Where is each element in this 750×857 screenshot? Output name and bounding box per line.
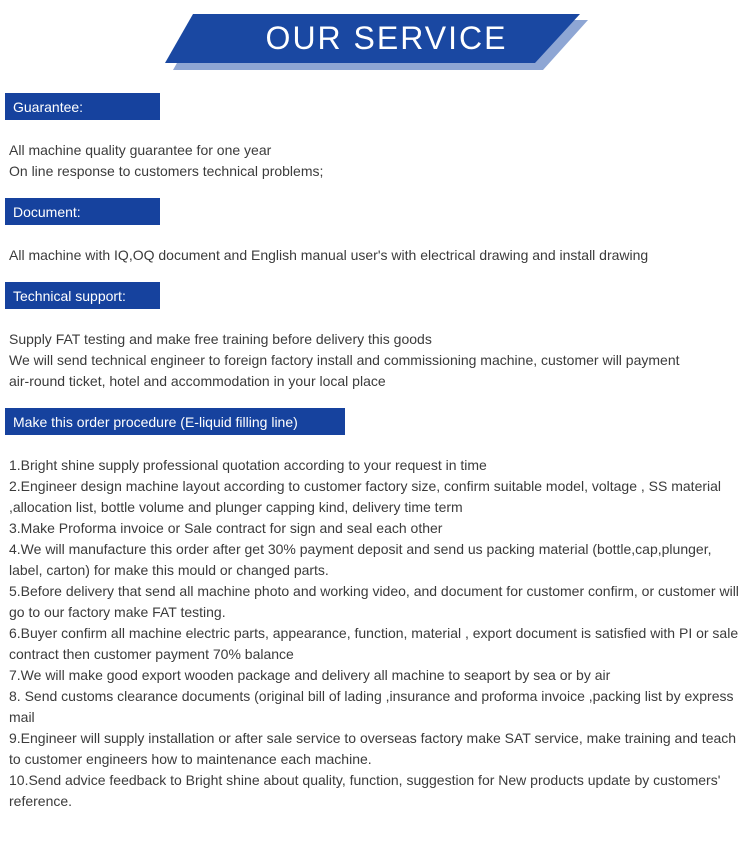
text-line: 1.Bright shine supply professional quotation according to your request in time — [9, 457, 487, 473]
text-line: 2.Engineer design machine layout according to customer factory size, confirm suitable model, voltage , SS material — [9, 478, 722, 494]
text-line: go to our factory make FAT testing. — [9, 604, 226, 620]
text-line: All machine quality guarantee for one year — [9, 142, 272, 158]
section-body — [9, 455, 750, 812]
section-body — [9, 140, 750, 182]
text-line: On line response to customers technical problems; — [9, 163, 324, 179]
text-line: We will send technical engineer to foreign factory install and commissioning machine, customer will payment — [9, 352, 680, 368]
section-header: Technical support: — [5, 282, 160, 309]
text-line: reference. — [9, 793, 73, 809]
page-title: OUR SERVICE — [265, 20, 508, 56]
text-line: label, carton) for make this mould or changed parts. — [9, 562, 329, 578]
text-line: 10.Send advice feedback to Bright shine about quality, function, suggestion for New products update by customers' — [9, 772, 721, 788]
text-line: ,allocation list, bottle volume and plunger capping kind, delivery time term — [9, 499, 463, 515]
text-line: to customer engineers how to maintenance each machine. — [9, 751, 372, 767]
text-line: 4.We will manufacture this order after get 30% payment deposit and send us packing material (bottle,cap,plunger, — [9, 541, 712, 557]
text-line: 6.Buyer confirm all machine electric parts, appearance, function, material , export document is satisfied with PI or sale — [9, 625, 739, 641]
section-header: Guarantee: — [5, 93, 160, 120]
text-line: 3.Make Proforma invoice or Sale contract for sign and seal each other — [9, 520, 443, 536]
service-section-2 — [0, 198, 750, 266]
text-line: 9.Engineer will supply installation or after sale service to overseas factory make SAT service, make training and teach — [9, 730, 737, 746]
text-line: 5.Before delivery that send all machine photo and working video, and document for customer confirm, or customer will — [9, 583, 739, 599]
service-section-3 — [0, 282, 750, 392]
banner — [0, 0, 750, 93]
text-line: Supply FAT testing and make free training before delivery this goods — [9, 331, 432, 347]
service-section-1 — [0, 93, 750, 182]
text-line: mail — [9, 709, 35, 725]
section-body — [9, 245, 750, 266]
section-header: Document: — [5, 198, 160, 225]
text-line: 7.We will make good export wooden package and delivery all machine to seaport by sea or by air — [9, 667, 611, 683]
section-header: Make this order procedure (E-liquid filling line) — [5, 408, 345, 435]
text-line: All machine with IQ,OQ document and English manual user's with electrical drawing and install drawing — [9, 247, 649, 263]
text-line: contract then customer payment 70% balance — [9, 646, 294, 662]
service-section-4 — [0, 408, 750, 812]
services-content — [0, 93, 750, 812]
text-line: 8. Send customs clearance documents (original bill of lading ,insurance and proforma invoice ,packing list by express — [9, 688, 734, 704]
text-line: air-round ticket, hotel and accommodation in your local place — [9, 373, 386, 389]
section-body — [9, 329, 750, 392]
